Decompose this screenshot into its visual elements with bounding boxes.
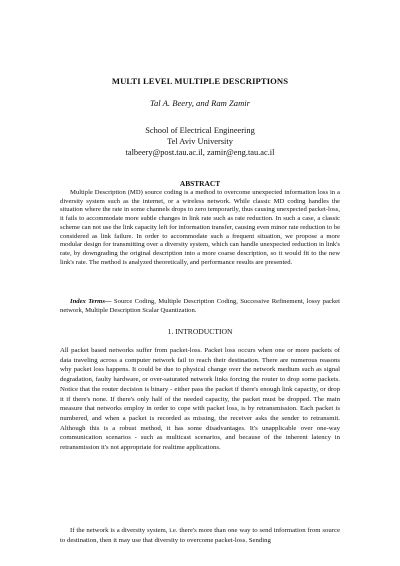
abstract-heading: ABSTRACT [179,179,221,188]
affiliation-block [0,125,400,159]
introduction-paragraph-2: If the network is a diversity system, i.e. there's more than one way to send information from source to destination, then it may use that diversity to overcome packet-loss. Sending [60,527,340,544]
index-terms-label: Index Terms— [70,298,112,305]
author-emails: talbeery@post.tau.ac.il, zamir@eng.tau.ac.il [125,148,275,158]
paper-authors: Tal A. Beery, and Ram Zamir [149,98,251,108]
section-heading-introduction: 1. INTRODUCTION [167,327,233,336]
abstract-text: Multiple Description (MD) source coding is a method to overcome unexpected information loss in a diversity system such as the internet, or a wireless network. While classic MD coding handles the situation where the rate in some channels drops to zero temporarily, thus causing unexpected packet-loss, it fails to accommodate more subtle changes in link rate such as rate reduction. In such a case, a classic scheme can not use the link capacity left for information transfer, causing even minor rate reduction to be considered as link failure. In order to accommodate such a frequent situation, we propose a more modular design for transmitting over a diversity system, which can handle unexpected reduction in link's rate, by downgrading the original description into a more coarse description, so it would fit to the new link's rate. The method is analyzed theoretically, and performance results are presented. [60,189,341,266]
introduction-paragraph-1: All packet based networks suffer from packet-loss. Packet loss occurs when one or more packets of data traveling across a computer network fail to reach their destination. There are numerous reasons why packet loss happens. It could be due to physical change over the network medium such as signal degradation, faulty hardware, or over-saturated network links forcing the router to drop some packets. Notice that the router decision is binary - either pass the packet if there's enough link capacity, or drop it if there's none. If there's only half of the needed capacity, the packet must be dropped. The main measure that networks employ in order to cope with packet loss, is by retransmission. Each packet is numbered, and when a packet is recorded as missing, the receiver asks the sender to retransmit. Although this is a robust method, it has some disadvantages. It's unapplicable over one-way communication scenarios - such as multicast scenarios, and because of the inherent latency in retransmission it's not appropriate for realtime applications. [60,347,340,452]
index-terms [60,298,340,315]
affiliation-school: School of Electrical Engineering [145,126,255,135]
index-terms-text: Source Coding, Multiple Description Coding, Successive Refinement, lossy packet network, Multiple Description Scalar Quantization. [60,298,340,314]
paper-title: MULTI LEVEL MULTIPLE DESCRIPTIONS [111,76,289,86]
affiliation-university: Tel Aviv University [167,137,233,147]
